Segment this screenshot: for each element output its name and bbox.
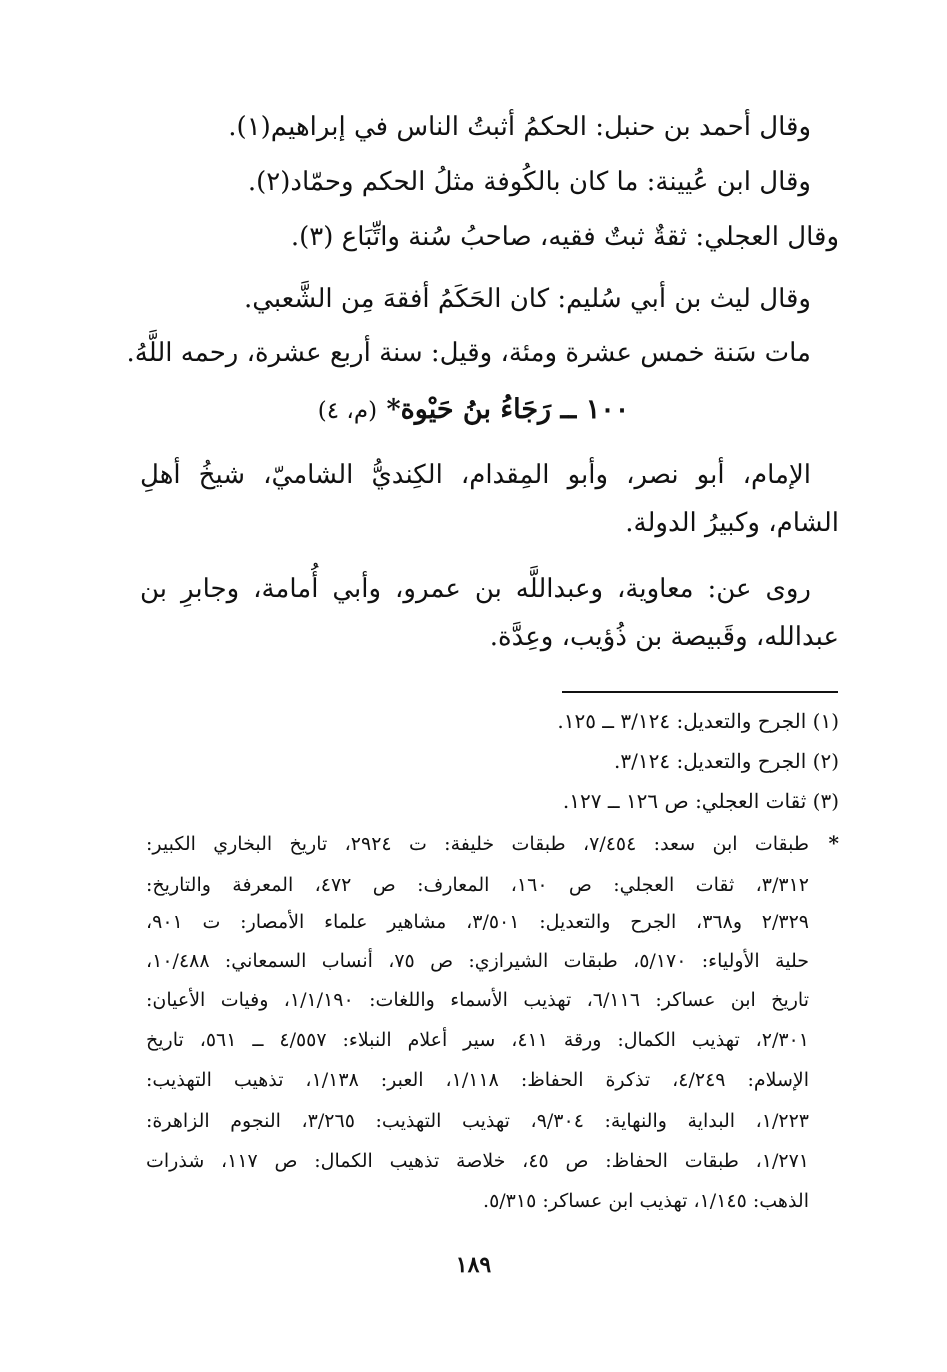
sources-line-5: تاريخ ابن عساكر: ٦/١١٦، تهذيب الأسماء واللغات: ١/١/١٩٠، وفيات الأعيان:	[146, 989, 809, 1011]
sources-line-9: ١/٢٧١، طبقات الحفاظ: ص ٤٥، خلاصة تذهيب الكمال: ص ١١٧، شذرات	[146, 1150, 810, 1172]
paragraph-layth: وقال ليث بن أبي سُليم: كان الحَكَمُ أفقهَ مِن الشَّعبي.	[243, 284, 811, 314]
sources-line-8: ١/٢٢٣، البداية والنهاية: ٩/٣٠٤، تهذيب التهذيب: ٣/٢٦٥، النجوم الزاهرة:	[146, 1110, 810, 1132]
sources-line-4: حلية الأولياء: ٥/١٧٠، طبقات الشيرازي: ص ٧٥، أنساب السمعاني: ١٠/٤٨٨،	[146, 950, 809, 972]
footnote-3: (٣) ثقات العجلي: ص ١٢٦ ــ ١٢٧.	[562, 789, 839, 813]
entry-code: (م، ٤)	[317, 398, 378, 424]
footnote-2: (٢) الجرح والتعديل: ٣/١٢٤.	[614, 749, 839, 773]
paragraph-ijli: وقال العجلي: ثقةٌ ثبتٌ فقيه، صاحبُ سُنة واتِّبَاع (٣).	[290, 222, 839, 252]
sources-line-3: ٢/٣٢٩ و٣٦٨، الجرح والتعديل: ٣/٥٠١، مشاهير علماء الأمصار: ت ٩٠١،	[146, 911, 810, 933]
bio-line-1: الإمام، أبو نصر، وأبو المِقدام، الكِنديُّ الشاميّ، شيخُ أهلِ	[140, 460, 811, 490]
paragraph-ahmad: وقال أحمد بن حنبل: الحكمُ أثبتُ الناس في إبراهيم(١).	[228, 112, 811, 142]
paragraph-ibn-uyayna: وقال ابن عُيينة: ما كان بالكُوفة مثلُ الحكم وحمّاد(٢).	[247, 167, 811, 197]
bio-line-2: الشام، وكبيرُ الدولة.	[625, 508, 839, 538]
star-mark: *	[828, 831, 839, 855]
footnote-separator	[562, 691, 838, 693]
page-number: ١٨٩	[455, 1252, 492, 1278]
entry-number: ١٠٠ ــ	[560, 394, 630, 425]
sources-line-10: الذهب: ١/١٤٥، تهذيب ابن عساكر: ٥/٣١٥.	[483, 1190, 809, 1212]
sources-line-7: الإسلام: ٤/٢٤٩، تذكرة الحفاظ: ١/١١٨، العبر: ١/١٣٨، تذهيب التهذيب:	[146, 1069, 809, 1091]
sources-line-1: طبقات ابن سعد: ٧/٤٥٤، طبقات خليفة: ت ٢٩٢٤، تاريخ البخاري الكبير:	[146, 833, 809, 855]
footnote-1: (١) الجرح والتعديل: ٣/١٢٤ ــ ١٢٥.	[557, 709, 839, 733]
paragraph-death: مات سَنة خمس عشرة ومئة، وقيل: سنة أربع عشرة، رحمه اللَّهُ.	[126, 338, 811, 368]
entry-name: رَجَاءُ بنُ حَيْوة*	[386, 394, 552, 425]
sources-line-6: ٢/٣٠١، تهذيب الكمال: ورقة ٤١١، سير أعلام النبلاء: ٤/٥٥٧ ــ ٥٦١، تاريخ	[146, 1029, 809, 1051]
entry-heading	[0, 394, 947, 425]
sources-line-2: ٣/٣١٢، ثقات العجلي: ص ١٦٠، المعارف: ص ٤٧٢، المعرفة والتاريخ:	[146, 874, 809, 896]
narrators-line-1: روى عن: معاوية، وعبداللَّه بن عمرو، وأبي أُمامة، وجابرِ بن	[140, 574, 811, 604]
narrators-line-2: عبدالله، وقَبيصة بن ذُؤيب، وعِدَّة.	[489, 622, 839, 652]
